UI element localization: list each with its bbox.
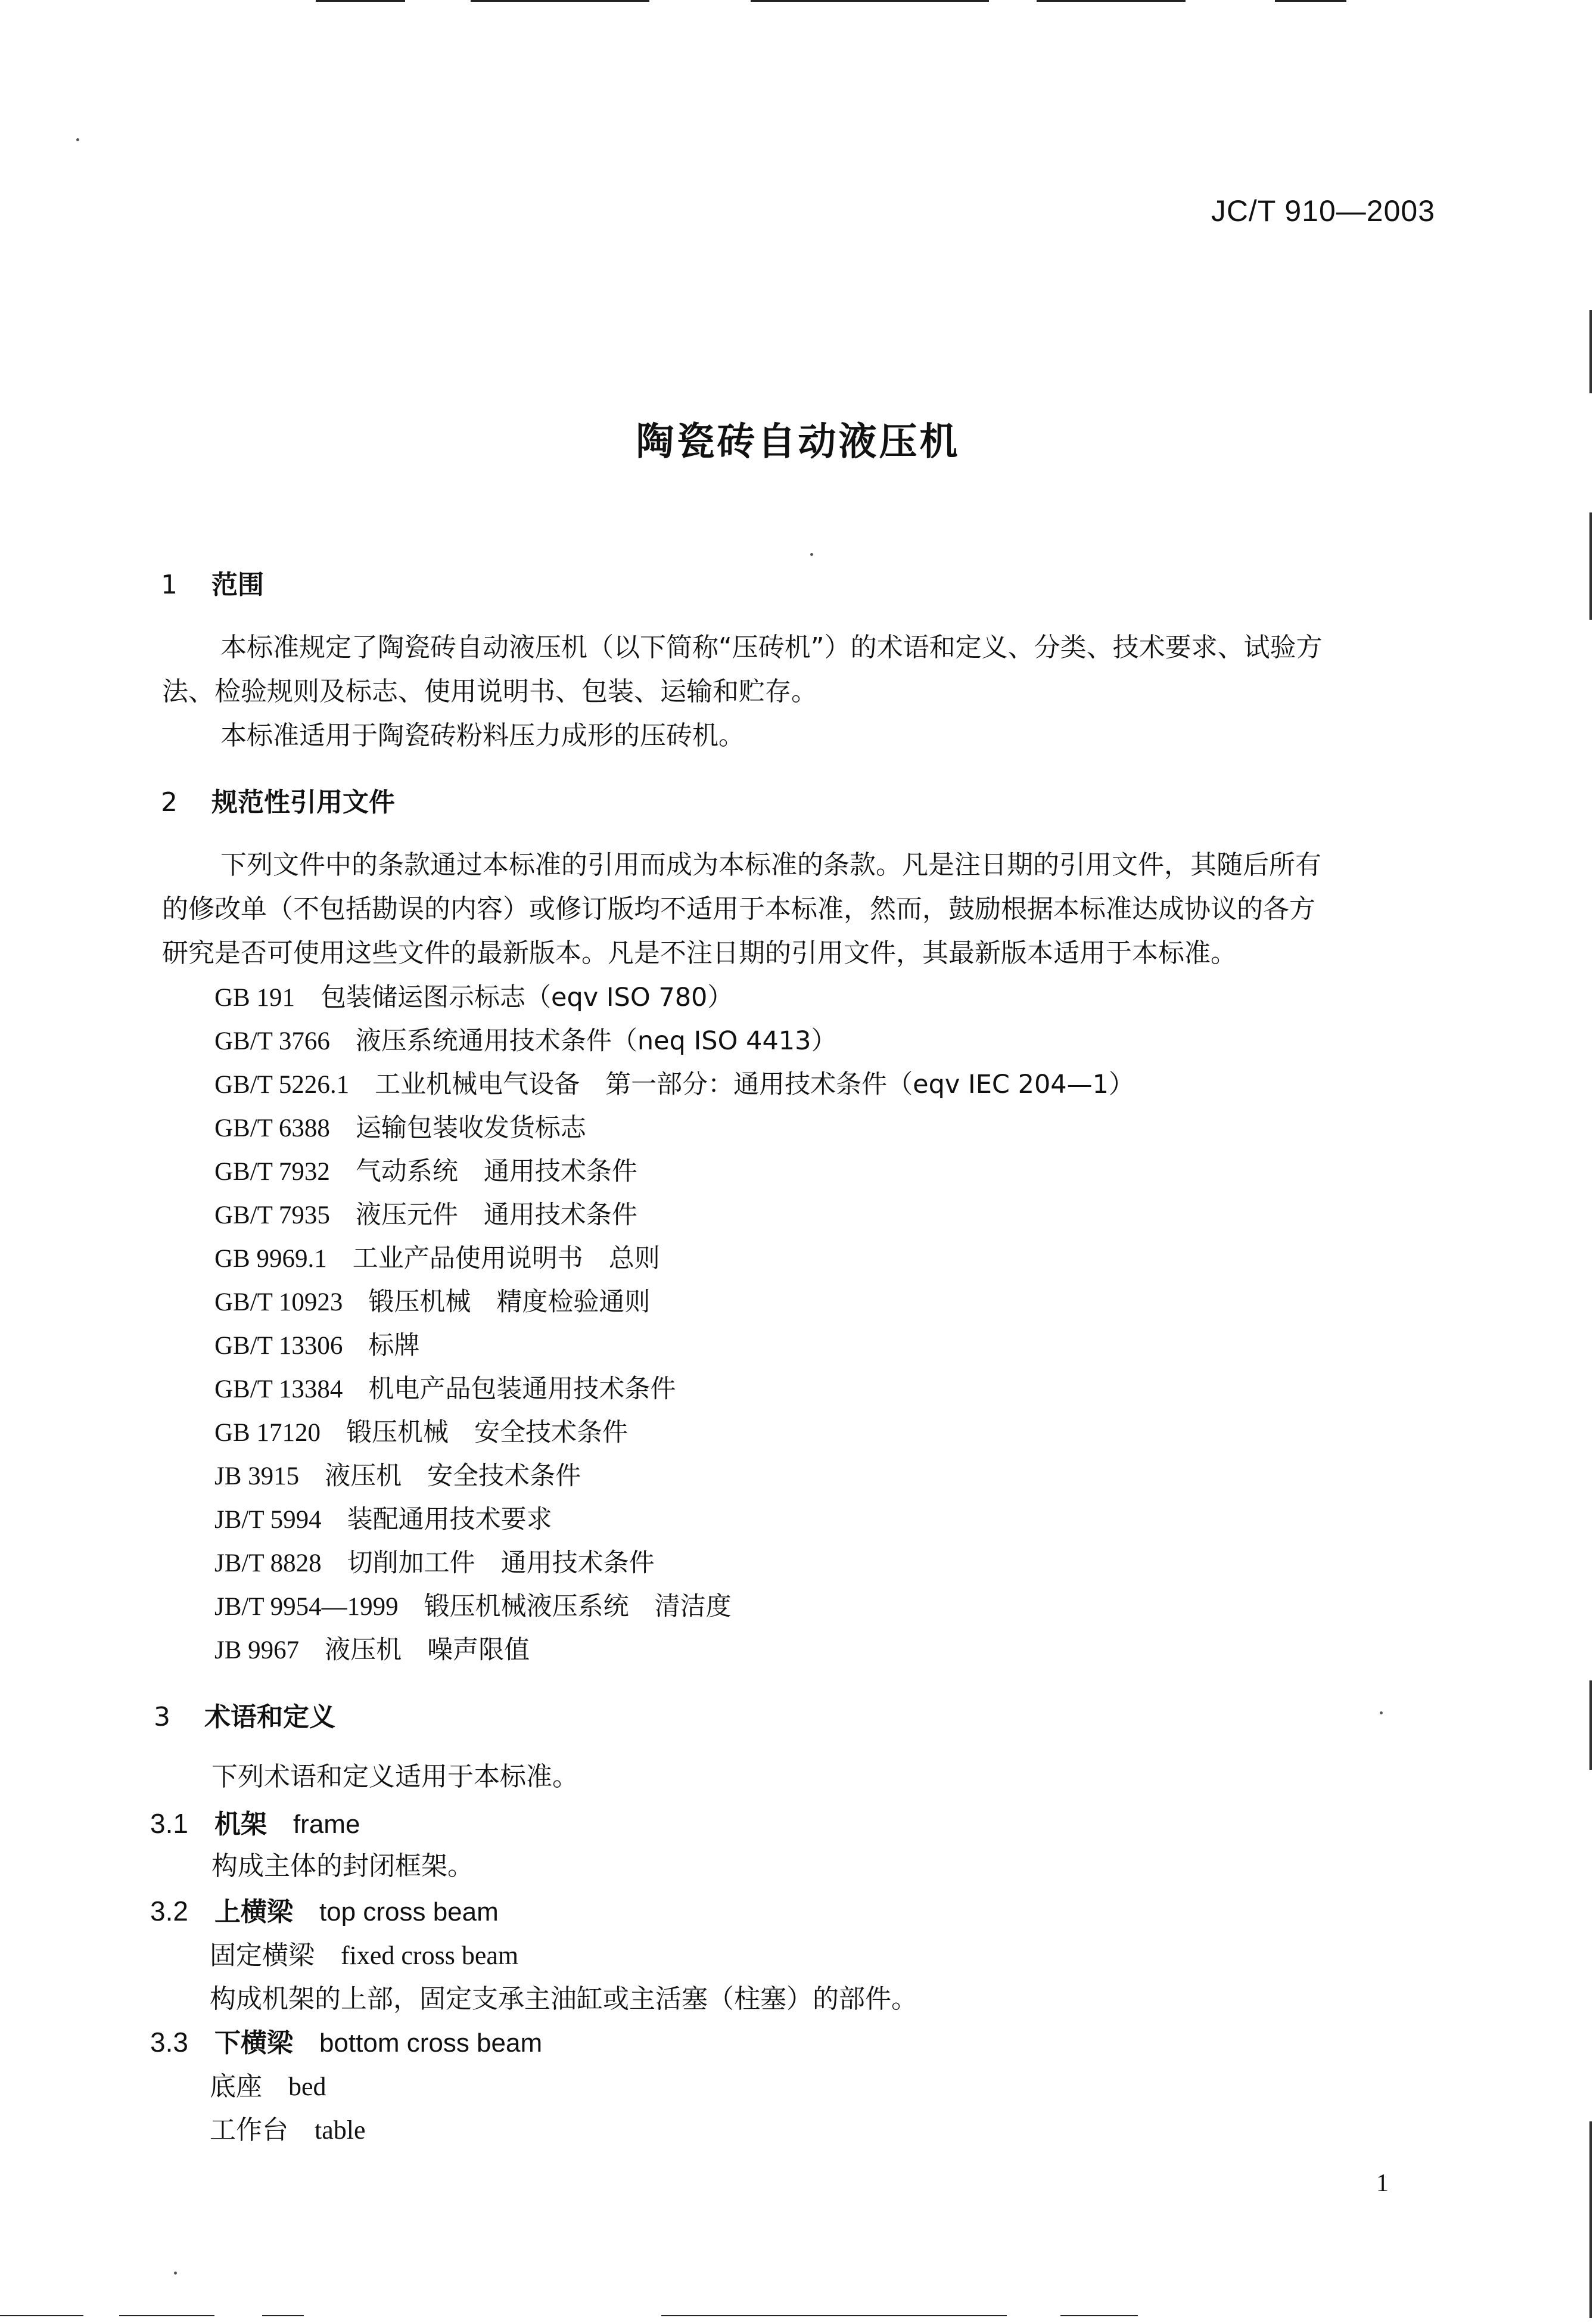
reference-code: GB 17120 [214,1419,321,1447]
section-1-paragraph-1-line-2: 法、检验规则及标志、使用说明书、包装、运输和贮存。 [162,676,817,707]
reference-code: GB/T 7935 [214,1201,330,1229]
term-3-3-synonym [210,2108,366,2146]
term-en: bottom cross beam [319,2028,543,2058]
reference-title: 锻压机械 精度检验通则 [368,1287,651,1317]
section-1-paragraph-2: 本标准适用于陶瓷砖粉料压力成形的压砖机。 [220,720,745,751]
synonym-cn: 工作台 [210,2115,288,2145]
term-3-1-definition: 构成主体的封闭框架。 [211,1851,474,1881]
synonym-cn: 底座 [210,2071,262,2102]
scan-edge-line [471,0,649,2]
term-cn: 下横梁 [214,2028,293,2058]
term-number: 3.2 [150,1896,188,1927]
scan-edge-line [119,2315,214,2316]
reference-item [214,977,733,1014]
scan-edge-mark [1589,512,1592,620]
section-title: 术语和定义 [204,1702,335,1732]
reference-item [214,1238,660,1275]
synonym-cn: 固定横梁 [210,1940,315,1971]
reference-item [214,1064,1134,1101]
section-2-intro-line-3: 研究是否可使用这些文件的最新版本。凡是不注日期的引用文件，其最新版本适用于本标准。 [162,938,1237,968]
reference-code: GB/T 10923 [214,1288,343,1316]
reference-title: 液压元件 通用技术条件 [355,1200,637,1230]
reference-item [214,1195,637,1231]
reference-code: GB/T 6388 [214,1114,330,1142]
reference-item [214,1499,552,1536]
reference-code: GB/T 13306 [214,1332,343,1360]
reference-title: 锻压机械液压系统 清洁度 [424,1592,732,1621]
reference-item [214,1586,732,1623]
section-3-heading [154,1695,335,1733]
term-3-2-definition: 构成机架的上部，固定支承主油缸或主活塞（柱塞）的部件。 [210,1984,917,2014]
section-2-intro-line-1: 下列文件中的条款通过本标准的引用而成为本标准的条款。凡是注日期的引用文件，其随后所有 [220,850,1321,880]
reference-title: 液压机 安全技术条件 [325,1461,581,1491]
reference-item [214,1021,837,1057]
scan-edge-line [0,2315,83,2316]
reference-code: JB/T 9954—1999 [214,1593,399,1621]
page-number: 1 [1376,2170,1389,2197]
reference-title: 液压系统通用技术条件（neq ISO 4413） [355,1026,837,1056]
scan-edge-line [1037,0,1186,2]
reference-title: 运输包装收发货标志 [355,1113,586,1143]
term-cn: 上横梁 [214,1897,293,1927]
term-3-1 [150,1803,360,1841]
scan-speck [1380,1711,1383,1714]
reference-title: 气动系统 通用技术条件 [355,1157,637,1186]
reference-title: 锻压机械 安全技术条件 [346,1418,628,1447]
reference-title: 标牌 [368,1331,420,1360]
reference-code: GB/T 3766 [214,1027,330,1055]
term-en: top cross beam [319,1897,499,1927]
section-number: 3 [154,1702,170,1732]
term-3-3-synonym [210,2065,326,2103]
term-en: frame [293,1810,360,1839]
reference-title: 装配通用技术要求 [347,1505,552,1534]
reference-code: JB 3915 [214,1462,300,1490]
reference-item [214,1630,530,1666]
term-3-2-synonym [210,1934,518,1972]
reference-code: GB 191 [214,984,295,1012]
reference-item [214,1108,586,1144]
reference-title: 切削加工件 通用技术条件 [347,1548,655,1578]
reference-item [214,1369,676,1405]
reference-code: JB/T 8828 [214,1549,322,1577]
scan-edge-line [1060,2315,1138,2316]
term-number: 3.1 [150,1808,188,1839]
section-2-heading [161,781,395,819]
scan-edge-mark [1589,2121,1592,2318]
reference-code: GB 9969.1 [214,1245,327,1273]
reference-item [214,1282,650,1318]
scan-edge-mark [1589,310,1592,393]
scan-edge-line [262,2315,304,2316]
term-cn: 机架 [214,1809,267,1840]
section-title: 规范性引用文件 [211,787,395,818]
reference-title: 工业机械电气设备 第一部分：通用技术条件（eqv IEC 204—1） [375,1070,1135,1099]
term-3-3 [150,2021,542,2059]
reference-title: 工业产品使用说明书 总则 [352,1244,660,1273]
section-number: 1 [161,570,178,600]
scan-edge-line [316,0,405,2]
reference-item [214,1412,628,1449]
reference-item [214,1151,637,1188]
scan-speck [810,553,813,556]
synonym-en: fixed cross beam [341,1941,519,1970]
reference-code: JB 9967 [214,1636,300,1664]
scan-edge-line [661,2315,1007,2316]
scan-edge-line [751,0,989,2]
reference-title: 机电产品包装通用技术条件 [368,1374,676,1404]
standard-code: JC/T 910—2003 [1211,194,1435,228]
section-title: 范围 [211,570,264,600]
scan-speck [76,138,79,141]
reference-code: GB/T 5226.1 [214,1071,350,1099]
section-2-intro-line-2: 的修改单（不包括勘误的内容）或修订版均不适用于本标准，然而，鼓励根据本标准达成协议的各方 [162,894,1315,924]
reference-code: GB/T 7932 [214,1158,330,1186]
reference-code: JB/T 5994 [214,1506,322,1534]
scan-edge-mark [1589,1680,1592,1770]
reference-code: GB/T 13384 [214,1375,343,1403]
section-number: 2 [161,787,178,818]
reference-title: 液压机 噪声限值 [325,1635,530,1665]
document-title: 陶瓷砖自动液压机 [636,420,960,464]
term-number: 3.3 [150,2027,188,2058]
section-1-heading [161,563,264,601]
reference-item [214,1543,655,1579]
section-3-intro: 下列术语和定义适用于本标准。 [211,1761,578,1792]
reference-item [214,1325,419,1362]
synonym-en: table [315,2115,366,2145]
scan-speck [174,2272,177,2275]
term-3-2 [150,1890,499,1928]
scan-edge-line [1275,0,1346,2]
section-1-paragraph-1-line-1: 本标准规定了陶瓷砖自动液压机（以下简称“压砖机”）的术语和定义、分类、技术要求、试验方 [220,632,1323,663]
reference-item [214,1456,581,1492]
reference-title: 包装储运图示标志（eqv ISO 780） [320,983,733,1012]
synonym-en: bed [288,2072,326,2101]
